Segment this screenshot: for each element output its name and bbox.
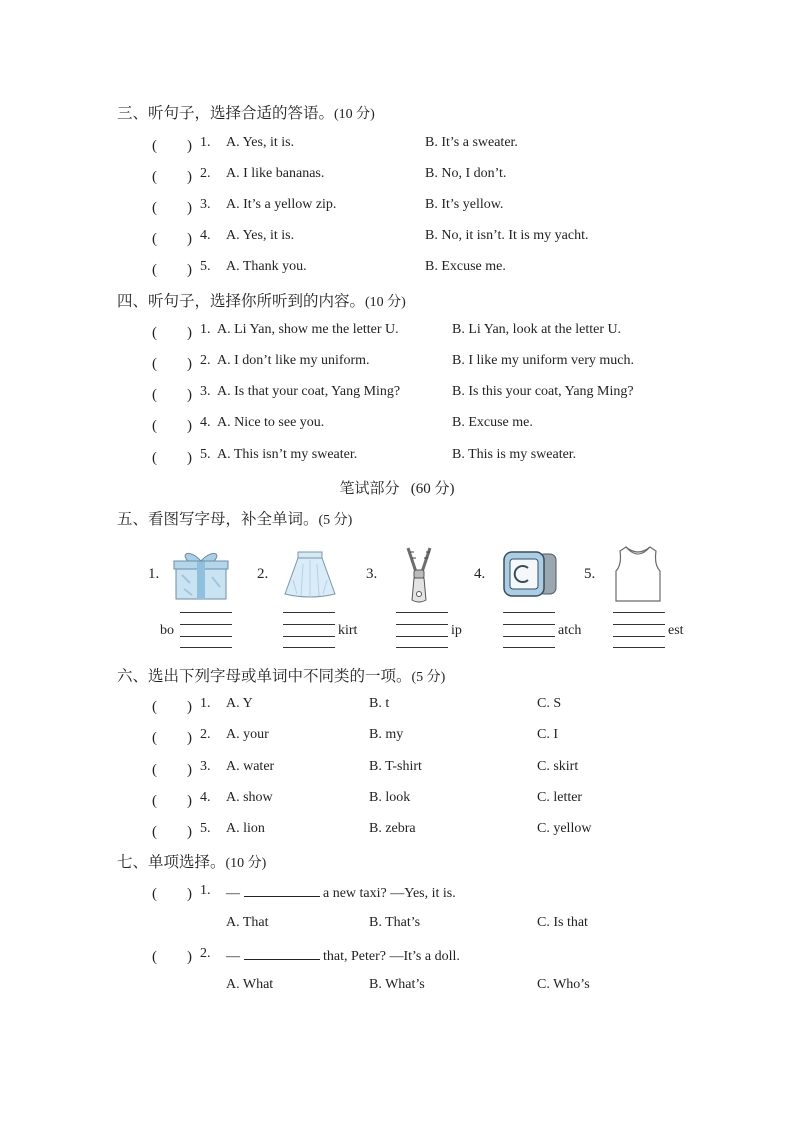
answer-blank[interactable]: ( )	[152, 450, 192, 466]
option-a: A. Yes, it is.	[226, 228, 295, 243]
question-number: 2.	[200, 727, 211, 742]
option-a: A. This isn’t my sweater.	[217, 447, 358, 462]
writing-lines[interactable]	[613, 612, 665, 652]
vest-icon	[612, 545, 664, 603]
answer-blank[interactable]: ( )	[152, 231, 192, 247]
picture-number: 5.	[584, 566, 596, 582]
section7-title: 七、单项选择。(10 分)	[117, 854, 267, 871]
option-b: B. Excuse me.	[425, 259, 506, 274]
question-number: 4.	[200, 790, 211, 805]
answer-blank[interactable]: ( )	[152, 387, 192, 403]
option-a: A. water	[226, 759, 275, 774]
answer-blank[interactable]: ( )	[152, 262, 192, 278]
watch-icon	[500, 548, 560, 600]
option-a: A. Y	[226, 696, 253, 711]
question-number: 1.	[200, 696, 211, 711]
option-b: B. No, I don’t.	[425, 166, 507, 181]
answer-blank[interactable]: ( )	[152, 418, 192, 434]
option-b: B. This is my sweater.	[452, 447, 577, 462]
fill-blank[interactable]	[244, 883, 320, 897]
option-b: B. What’s	[369, 977, 425, 992]
word-part: kirt	[338, 623, 358, 638]
option-c: C. Is that	[537, 915, 588, 930]
picture-number: 1.	[148, 566, 160, 582]
option-a: A. Thank you.	[226, 259, 307, 274]
gift-box-icon	[172, 547, 232, 601]
answer-blank[interactable]: ( )	[152, 200, 192, 216]
answer-blank[interactable]: ( )	[152, 138, 192, 154]
answer-blank[interactable]: ( )	[152, 793, 192, 809]
writing-lines[interactable]	[180, 612, 232, 652]
option-b: B. I like my uniform very much.	[452, 353, 634, 368]
option-c: C. I	[537, 727, 558, 742]
question-text: — that, Peter? —It’s a doll.	[226, 946, 460, 965]
option-a: A. That	[226, 915, 269, 930]
question-number: 2.	[200, 353, 211, 368]
option-c: C. letter	[537, 790, 583, 805]
question-number: 3.	[200, 759, 211, 774]
answer-blank[interactable]: ( )	[152, 949, 192, 965]
option-a: A. I like bananas.	[226, 166, 325, 181]
option-b: B. T-shirt	[369, 759, 422, 774]
answer-blank[interactable]: ( )	[152, 356, 192, 372]
option-a: A. your	[226, 727, 269, 742]
option-a: A. Is that your coat, Yang Ming?	[217, 384, 401, 399]
question-number: 2.	[200, 946, 211, 961]
option-b: B. Is this your coat, Yang Ming?	[452, 384, 634, 399]
fill-blank[interactable]	[244, 946, 320, 960]
question-number: 3.	[200, 197, 211, 212]
writing-lines[interactable]	[503, 612, 555, 652]
question-3-1	[152, 134, 192, 155]
answer-blank[interactable]: ( )	[152, 325, 192, 341]
option-c: C. skirt	[537, 759, 579, 774]
answer-blank[interactable]: ( )	[152, 886, 192, 902]
question-number: 4.	[200, 415, 211, 430]
option-a: A. show	[226, 790, 273, 805]
question-number: 4.	[200, 228, 211, 243]
option-a: A. Nice to see you.	[217, 415, 325, 430]
option-b: B. zebra	[369, 821, 416, 836]
word-part: ip	[451, 623, 462, 638]
option-b: B. It’s yellow.	[425, 197, 504, 212]
word-part: est	[668, 623, 684, 638]
question-number: 5.	[200, 447, 211, 462]
answer-blank[interactable]: ( )	[152, 824, 192, 840]
question-number: 3.	[200, 384, 211, 399]
option-c: C. S	[537, 696, 562, 711]
question-number: 2.	[200, 166, 211, 181]
option-b: B. That’s	[369, 915, 421, 930]
picture-number: 2.	[257, 566, 269, 582]
option-b: B. It’s a sweater.	[425, 135, 518, 150]
option-a: A. It’s a yellow zip.	[226, 197, 337, 212]
option-a: A. lion	[226, 821, 265, 836]
question-text: — a new taxi? —Yes, it is.	[226, 883, 456, 902]
section5-title: 五、看图写字母，补全单词。(5 分)	[117, 511, 353, 528]
option-b: B. my	[369, 727, 404, 742]
writing-lines[interactable]	[283, 612, 335, 652]
option-c: C. Who’s	[537, 977, 590, 992]
question-number: 5.	[200, 259, 211, 274]
option-a: A. Yes, it is.	[226, 135, 295, 150]
skirt-icon	[283, 550, 337, 600]
section6-title: 六、选出下列字母或单词中不同类的一项。(5 分)	[117, 668, 446, 685]
zip-icon	[402, 546, 436, 604]
writing-lines[interactable]	[396, 612, 448, 652]
question-number: 5.	[200, 821, 211, 836]
option-a: A. What	[226, 977, 274, 992]
answer-blank[interactable]: ( )	[152, 730, 192, 746]
option-c: C. yellow	[537, 821, 592, 836]
answer-blank[interactable]: ( )	[152, 762, 192, 778]
picture-number: 4.	[474, 566, 486, 582]
answer-blank[interactable]: ( )	[152, 169, 192, 185]
section4-title: 四、听句子，选择你所听到的内容。(10 分)	[117, 293, 406, 310]
option-b: B. Li Yan, look at the letter U.	[452, 322, 622, 337]
option-b: B. t	[369, 696, 390, 711]
picture-number: 3.	[366, 566, 378, 582]
question-number: 1.	[200, 883, 211, 898]
option-a: A. Li Yan, show me the letter U.	[217, 322, 399, 337]
word-part: bo	[160, 623, 174, 638]
option-b: B. No, it isn’t. It is my yacht.	[425, 228, 589, 243]
answer-blank[interactable]: ( )	[152, 699, 192, 715]
option-a: A. I don’t like my uniform.	[217, 353, 370, 368]
word-part: atch	[558, 623, 582, 638]
option-b: B. Excuse me.	[452, 415, 533, 430]
question-number: 1.	[200, 322, 211, 337]
section3-title: 三、听句子，选择合适的答语。(10 分)	[117, 105, 375, 122]
question-number: 1.	[200, 135, 211, 150]
option-b: B. look	[369, 790, 411, 805]
written-part-title: 笔试部分 (60 分)	[339, 481, 455, 497]
